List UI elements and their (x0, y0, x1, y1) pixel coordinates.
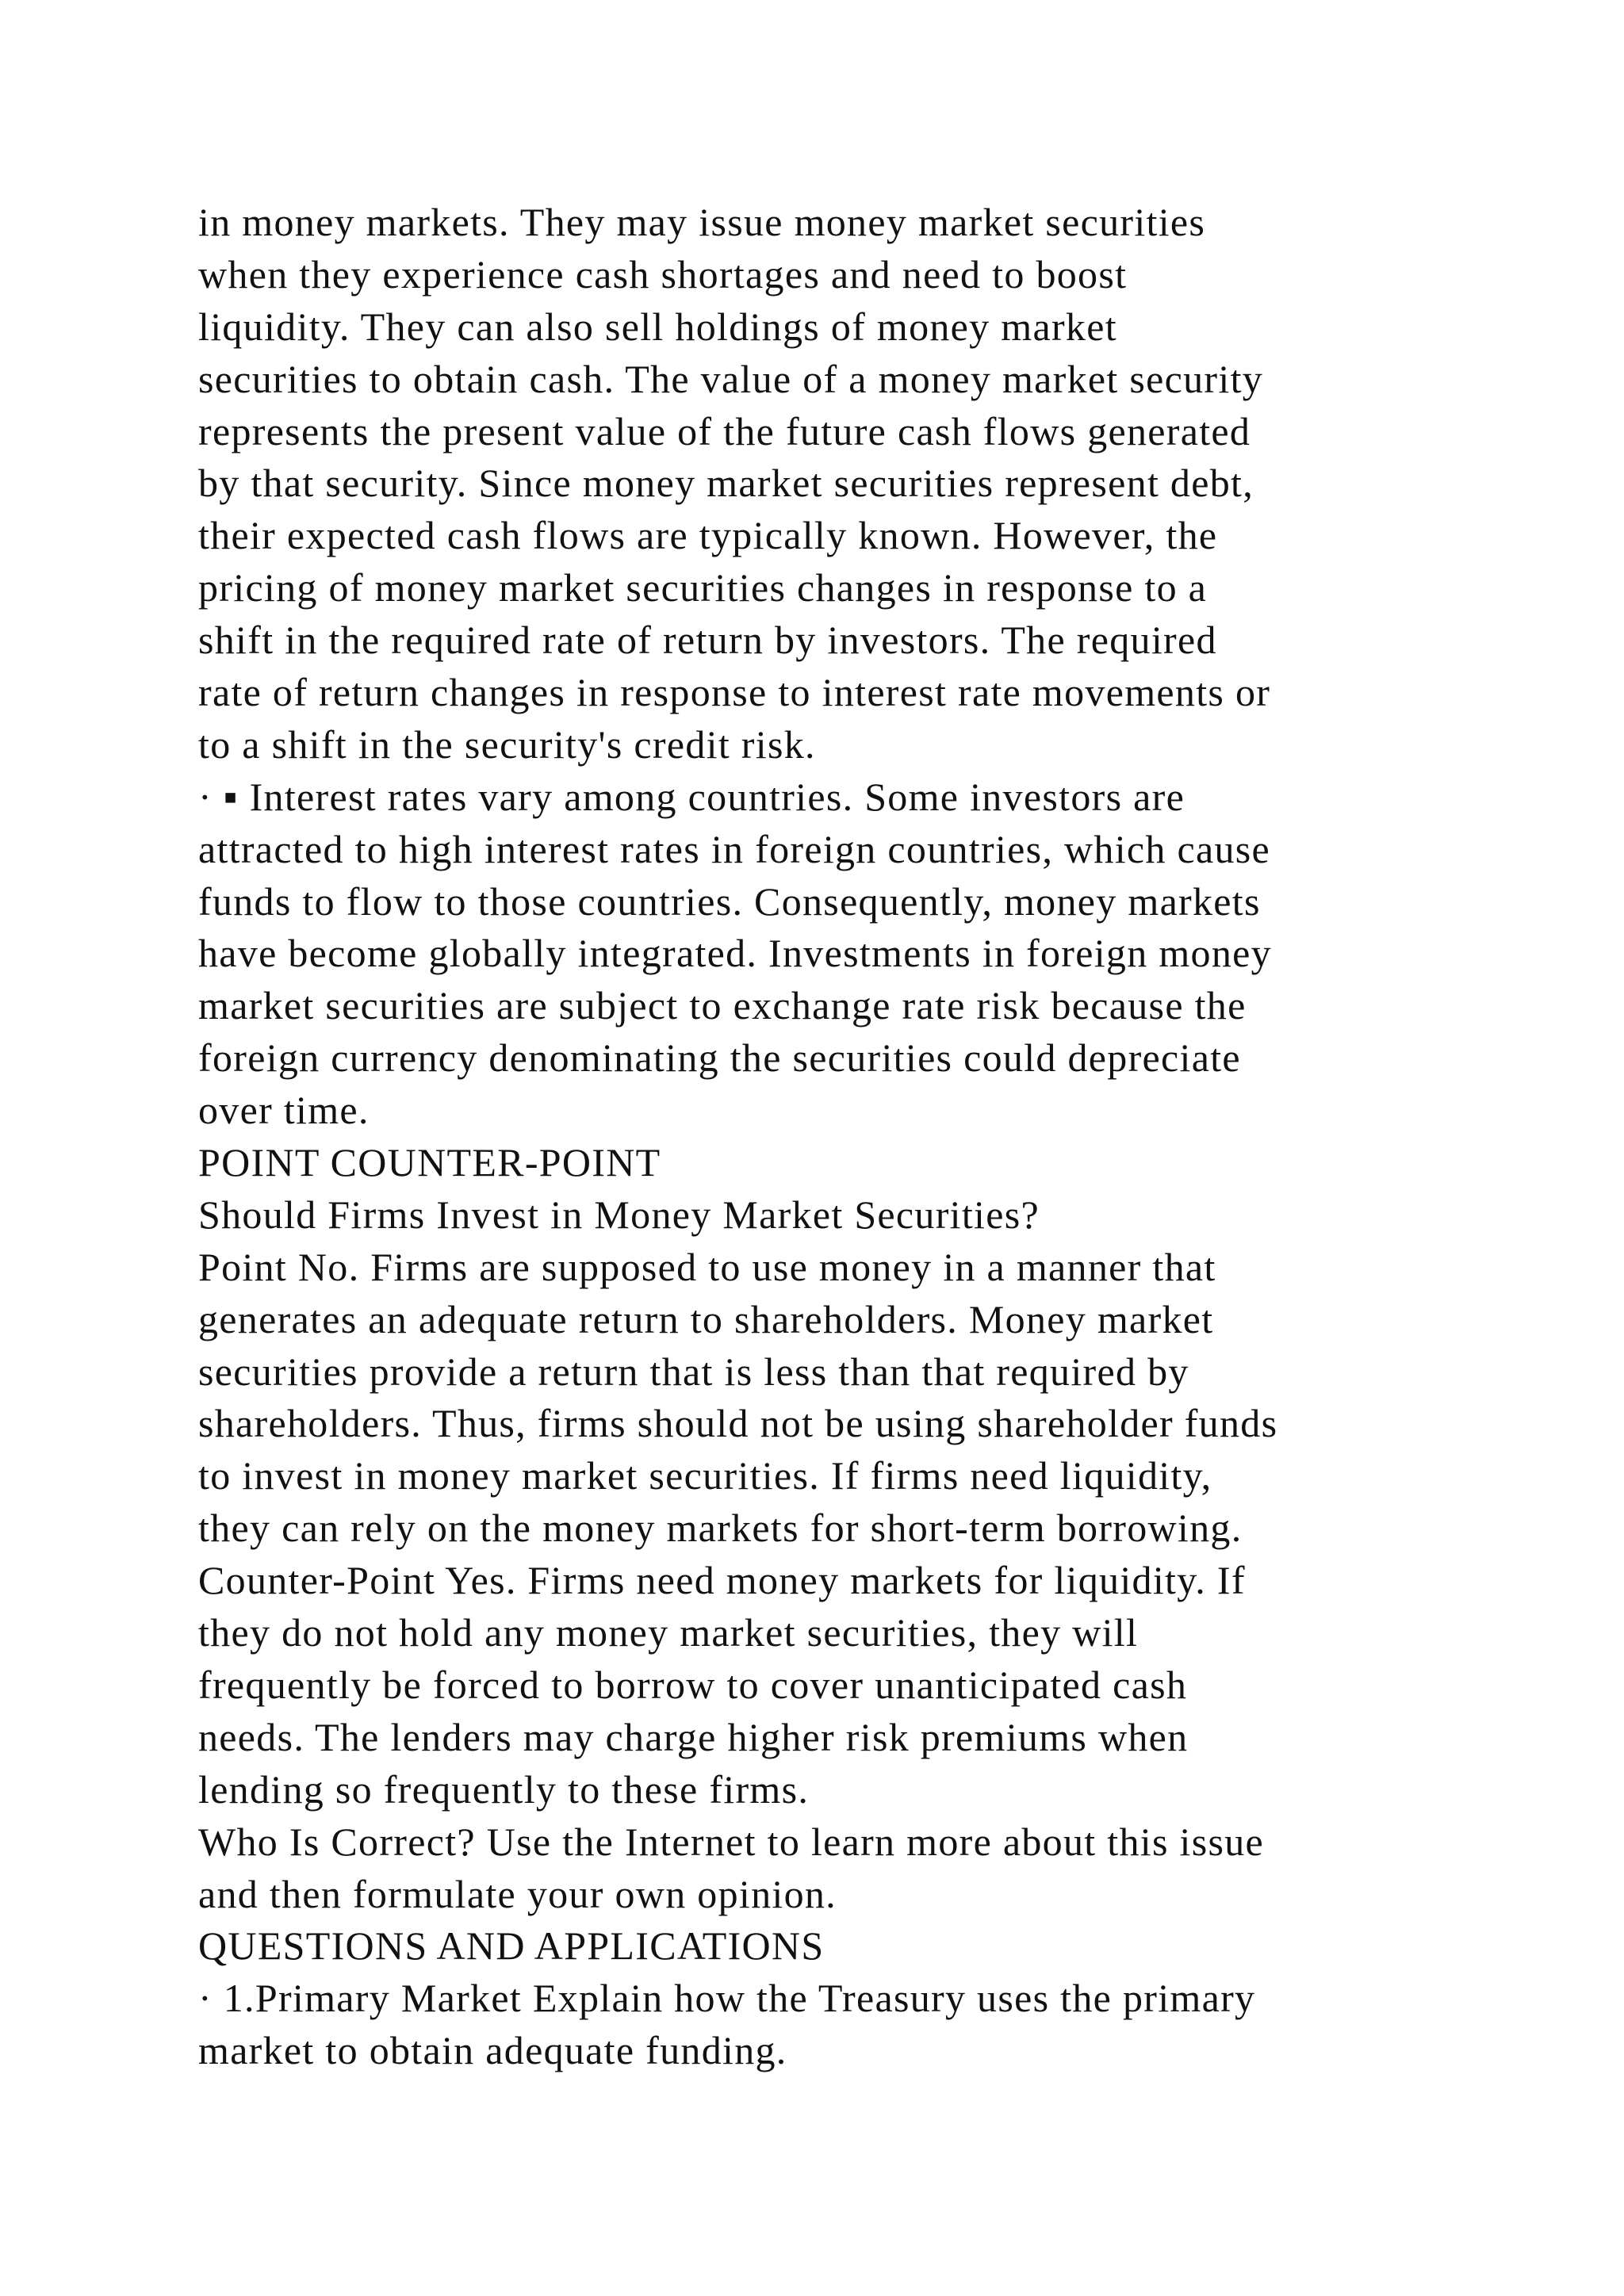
text-line: represents the present value of the future cash flows generated (198, 408, 1251, 453)
text-line: over time. (198, 1088, 370, 1133)
text-line: pricing of money market securities changes in response to a (198, 565, 1208, 610)
text-line: attracted to high interest rates in foreign countries, which cause (198, 826, 1271, 871)
text-line: securities to obtain cash. The value of a money market security (198, 356, 1264, 401)
text-line: securities provide a return that is less than that required by (198, 1349, 1189, 1394)
text-line: market to obtain adequate funding. (198, 2028, 787, 2073)
text-line: generates an adequate return to shareholders. Money market (198, 1296, 1214, 1341)
section-heading: POINT COUNTER-POINT (198, 1140, 661, 1185)
text-line: market securities are subject to exchange rate risk because the (198, 983, 1247, 1028)
text-line: foreign currency denominating the securities could depreciate (198, 1035, 1241, 1081)
text-line: liquidity. They can also sell holdings of money market (198, 304, 1117, 349)
text-line: to a shift in the security's credit risk. (198, 721, 816, 767)
subheading: Should Firms Invest in Money Market Securities? (198, 1192, 1040, 1237)
text-line: in money markets. They may issue money market securities (198, 200, 1206, 244)
text-line: Who Is Correct? Use the Internet to learn more about this issue (198, 1819, 1265, 1864)
text-line: lending so frequently to these firms. (198, 1766, 810, 1812)
text-line: and then formulate your own opinion. (198, 1871, 837, 1916)
text-line: when they experience cash shortages and need to boost (198, 251, 1128, 297)
text-line: shift in the required rate of return by investors. The required (198, 618, 1217, 663)
bullet-line: · ▪ Interest rates vary among countries. Some investors are (198, 774, 1185, 819)
text-line: needs. The lenders may charge higher risk premiums when (198, 1714, 1189, 1759)
text-line: rate of return changes in response to interest rate movements or (198, 670, 1271, 715)
text-line: their expected cash flows are typically known. However, the (198, 513, 1218, 558)
text-line: they can rely on the money markets for short-term borrowing. (198, 1506, 1243, 1551)
text-line: Point No. Firms are supposed to use money in a manner that (198, 1244, 1216, 1289)
text-line: shareholders. Thus, firms should not be using shareholder funds (198, 1401, 1278, 1446)
text-line: funds to flow to those countries. Consequently, money markets (198, 878, 1261, 924)
section-heading: QUESTIONS AND APPLICATIONS (198, 1923, 825, 1969)
text-line: have become globally integrated. Investments in foreign money (198, 931, 1272, 976)
text-line: Counter-Point Yes. Firms need money markets for liquidity. If (198, 1558, 1246, 1603)
document-page (198, 197, 1515, 2077)
text-line: frequently be forced to borrow to cover unanticipated cash (198, 1662, 1188, 1707)
text-line: they do not hold any money market securities, they will (198, 1610, 1139, 1655)
text-line: by that security. Since money market securities represent debt, (198, 461, 1254, 506)
text-line: to invest in money market securities. If firms need liquidity, (198, 1453, 1212, 1498)
bullet-line: · 1.Primary Market Explain how the Treasury uses the primary (198, 1976, 1256, 2021)
